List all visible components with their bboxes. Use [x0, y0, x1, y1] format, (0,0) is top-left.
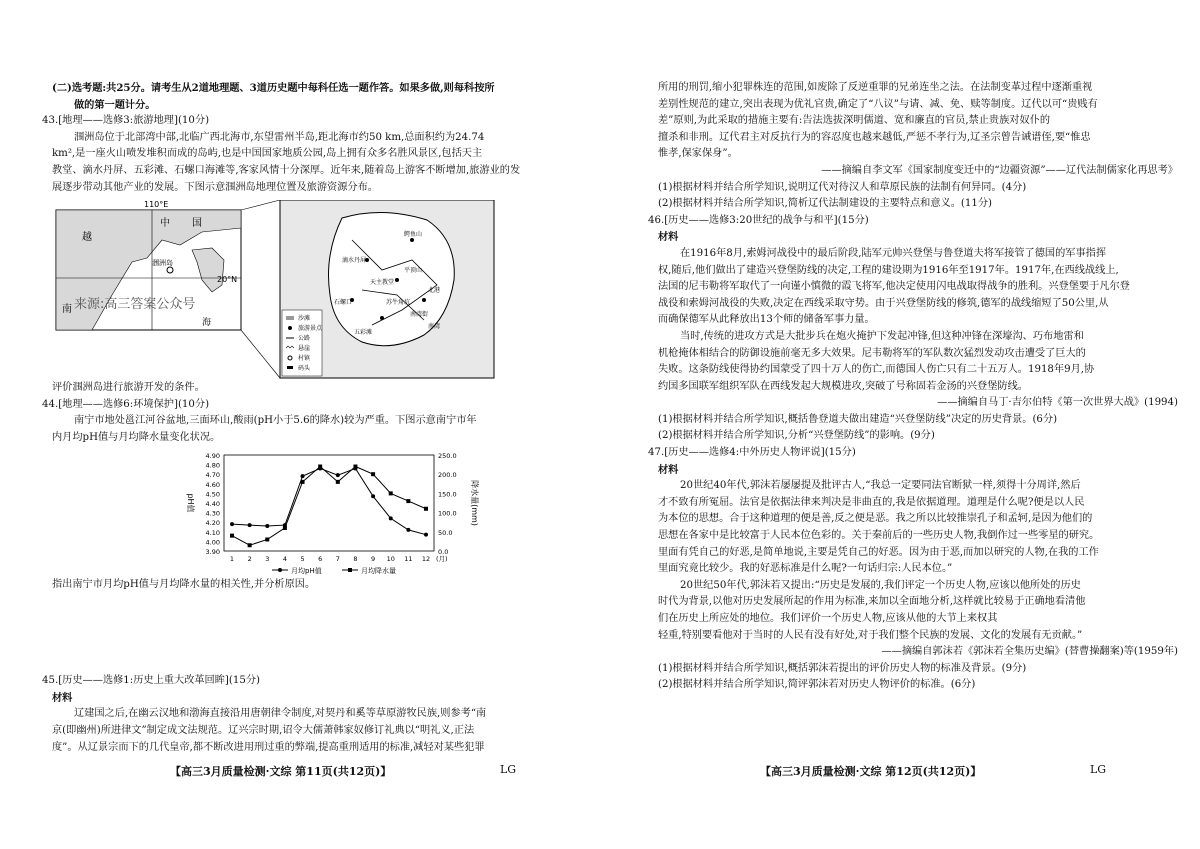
q46-p7: 机枪掩体相结合的防御设施前毫无多大效果。尼韦勒将军的军队数次猛烈发动攻击遭受了巨大的	[658, 347, 1086, 359]
ph-point	[406, 527, 410, 531]
legend-spot: 旅游景点	[298, 325, 323, 333]
rainfall-point	[406, 499, 410, 503]
rainfall-point	[389, 491, 393, 495]
map-weizhou-label: 涠洲岛	[152, 259, 173, 268]
map-china-label: 中	[160, 218, 170, 230]
q43-paragraph-4: 展逐步带动其他产业的发展。下图示意涠洲岛地理位置及旅游资源分布。	[52, 181, 378, 193]
q47-p6: 里面究竟比较少。我的好恶标准是什么呢?一句话归宗:人民本位。”	[658, 563, 953, 575]
rainfall-point	[318, 464, 322, 468]
x-tick-label: 12	[421, 554, 431, 563]
map-place-8: 苏牛角坑	[386, 299, 411, 307]
map-place-6: 滴水丹屏	[342, 257, 367, 265]
x-tick-label: 11	[404, 554, 413, 563]
y-right-axis-label: 降水量(mm)	[470, 479, 479, 526]
q45-cont-2: 差别性规范的建立,突出表现为优礼官贵,确定了“八议”与请、减、免、赎等制度。辽代以可“贵贱有	[658, 98, 1098, 110]
x-tick-label: 4	[282, 554, 287, 563]
rainfall-point	[424, 506, 428, 510]
x-tick-label: 5	[300, 554, 305, 563]
left-footer-lg: LG	[500, 763, 517, 776]
q44-question: 指出南宁市月均pH值与月均降水量的相关性,并分析原因。	[52, 578, 316, 590]
y-left-tick-label: 4.80	[205, 461, 220, 470]
legend-rainfall-label: 月均降水量	[361, 566, 396, 575]
y-right-tick-label: 200.0	[438, 470, 457, 479]
q47-p3: 为本位的思想。合于这种道理的便是善,反之便是恶。我之所以比较推崇孔子和孟轲,是因为他们的	[658, 513, 1093, 525]
legend-road: 公路	[298, 335, 311, 343]
series-line-ph	[232, 468, 426, 534]
legend-cliff: 悬崖	[298, 345, 311, 353]
y-right-tick-label: 150.0	[438, 489, 457, 498]
q46-source: ——摘编自马丁·吉尔伯特《第一次世界大战》(1994)	[937, 397, 1178, 409]
y-left-tick-label: 4.10	[205, 528, 220, 537]
q45-heading: 45.[历史——选修1:历史上重大改革回眸](15分)	[42, 675, 260, 687]
y-left-tick-label: 4.60	[205, 480, 220, 489]
q47-p7: 20世纪50年代,郭沫若又提出:“历史是发展的,我们评定一个历史人物,应该以他所处的历史	[680, 579, 1081, 591]
map-place-3: 五彩滩	[354, 329, 373, 337]
q45-ask-1: (1)根据材料并结合所学知识,说明辽代对待汉人和草原民族的法制有何异同。(4分)	[658, 181, 1027, 193]
x-tick-label: 6	[318, 554, 323, 563]
left-column	[42, 80, 572, 756]
legend-ph-label: 月均pH值	[291, 566, 322, 575]
y-left-tick-label: 4.40	[205, 499, 220, 508]
ph-rainfall-chart	[172, 447, 532, 577]
y-right-tick-label: 250.0	[438, 451, 457, 460]
ph-point	[424, 532, 428, 536]
y-right-tick-label: 50.0	[438, 528, 453, 537]
section-title-cont: 做的第一题计分。	[74, 98, 156, 111]
q47-heading: 47.[历史——选修4:中外历史人物评说](15分)	[648, 447, 856, 459]
right-page	[600, 0, 1200, 849]
y-left-tick-label: 4.30	[205, 509, 220, 518]
ph-rainfall-chart-figure	[52, 447, 572, 577]
q47-p1: 20世纪40年代,郭沫若屡屡提及批评古人,“我总一定要同法官断狱一样,须得十分周详,然后	[680, 480, 1081, 492]
rainfall-point	[248, 543, 252, 547]
q47-p5: 里面有凭自己的好恶,是简单地说,主要是凭自己的好恶。因为由于恶,而加以研究的人物,在我的工作	[658, 546, 1099, 558]
x-tick-label: 2	[247, 554, 252, 563]
x-tick-label: 8	[353, 554, 358, 563]
map-watermark: 来源:高三答案公众号	[74, 297, 196, 313]
map-lat-label: 20°N	[217, 275, 238, 285]
right-footer: 【高三3月质量检测·文综 第12页(共12页)】	[760, 765, 982, 778]
q46-p1: 在1916年8月,索姆河战役中的最后阶段,陆军元帅兴登堡与鲁登道夫将军接管了德国的军事指挥	[680, 247, 1107, 259]
q45-cont-5: 惟孝,保家保身”。	[658, 148, 738, 160]
map-china-label-2: 国	[192, 218, 202, 230]
q44-paragraph-2: 内月均pH值与月均降水量变化状况。	[52, 431, 221, 443]
x-tick-label: 3	[265, 554, 270, 563]
q45-cont-4: 擅杀和非刑。辽代君主对反抗行为的容忍度也越来越低,严惩不孝行为,辽圣宗曾告诫谱侄,要“惟忠	[658, 131, 1091, 143]
q46-heading: 46.[历史——选修3:20世纪的战争与和平](15分)	[648, 214, 869, 226]
q45-source: ——摘编自李文军《国家制度变迁中的“边疆资源”——辽代法制儒家化再思考》	[821, 164, 1178, 176]
q45-paragraph-1: 辽建国之后,在幽云汉地和渤海直接沿用唐朝律令制度,对契丹和奚等草原游牧民族,则参考“南	[74, 708, 487, 720]
map-hai-label: 海	[202, 318, 212, 329]
chart-plot-area	[224, 455, 434, 551]
y-left-tick-label: 3.90	[205, 547, 220, 556]
q43-paragraph-1: 涠洲岛位于北部湾中部,北临广西北海市,东望雷州半岛,距北海市约50 km,总面积约为24.74	[74, 131, 485, 143]
series-line-rainfall	[232, 466, 426, 545]
right-column	[648, 80, 1178, 694]
q47-material-label: 材料	[658, 463, 679, 476]
q47-ask-1: (1)根据材料并结合所学知识,概括郭沫若提出的评价历史人物的标准及背景。(9分)	[658, 662, 1027, 674]
ph-point	[389, 516, 393, 520]
q44-paragraph-1: 南宁市地处邕江河谷盆地,三面环山,酸雨(pH小于5.6的降水)较为严重。下图示意南宁市年	[74, 415, 477, 427]
legend-pier: 码头	[298, 365, 311, 373]
q47-p9: 们在历史上所应处的地位。我们评价一个历史人物,应该从他的大节上来权其	[658, 613, 998, 624]
y-left-tick-label: 4.90	[205, 451, 220, 460]
q46-ask-1: (1)根据材料并结合所学知识,概括鲁登道夫做出建造“兴登堡防线”决定的历史背景。(6分)	[658, 413, 1058, 425]
map-place-10: 南湾街	[410, 311, 429, 319]
map-nan-label: 南	[62, 304, 72, 316]
weizhou-map	[52, 200, 572, 380]
q45-paragraph-2: 京(即幽州)所进律文”制定成文法规范。辽兴宗时期,诏令大儒萧韩家奴修订礼典以“明礼义,正法	[52, 724, 475, 736]
ph-point	[371, 494, 375, 498]
map-lon-label: 110°E	[144, 200, 169, 210]
y-left-tick-label: 4.20	[205, 518, 220, 527]
map-place-5: 石螺口	[334, 299, 353, 307]
rainfall-point	[336, 479, 340, 483]
q47-p2: 才不致有所冤屈。法官是依据法律来判决是非曲直的,我是依据道理。道理是什么呢?便是以人民	[658, 496, 1085, 508]
q45-paragraph-3: 度”。从辽景宗而下的几代皇帝,都不断改进用刑过重的弊端,提高重刑适用的标准,减轻对某些犯罪	[52, 741, 485, 753]
x-tick-label: 10	[386, 554, 395, 563]
ph-point	[248, 523, 252, 527]
ph-point	[230, 522, 234, 526]
map-place-1: 鳄鱼山	[404, 231, 423, 239]
rainfall-point	[265, 537, 269, 541]
q43-paragraph-3: 教堂、滴水丹屏、五彩滩、石螺口海滩等,客家风情十分深厚。近年来,随着岛上游客不断增加,旅游业的发	[52, 164, 521, 176]
q46-p2: 权,随后,他们做出了建造兴登堡防线的决定,工程的建设期为1916年至1917年。1917年,在西线战线上,	[658, 264, 1119, 276]
q46-p3: 法国的尼韦勒将军取代了一向谨小慎微的霞飞将军,他决定使用闪电战取得战争的胜利。兴登堡要于凡尔登	[658, 281, 1130, 293]
ph-point	[265, 524, 269, 528]
rainfall-point	[283, 525, 287, 529]
q47-ask-2: (2)根据材料并结合所学知识,简评郭沫若对历史人物评价的标准。(6分)	[658, 679, 976, 691]
q43-heading: 43.[地理——选修3:旅游地理](10分)	[42, 115, 210, 127]
weizhou-map-figure	[52, 200, 572, 380]
right-footer-lg: LG	[1090, 763, 1107, 776]
x-tick-label: 1	[229, 554, 235, 563]
q46-p8: 失败。这条防线使得协约国蒙受了四十万人的伤亡,而德国人伤亡只有二十五万人。1918年9月,协	[658, 364, 1095, 376]
q46-p6: 当时,传统的进攻方式是大批步兵在炮火掩护下发起冲锋,但这种冲锋在深壕沟、巧布地雷和	[680, 330, 1084, 342]
legend-town: 村镇	[298, 355, 311, 363]
map-place-9: 北港	[428, 287, 441, 295]
y-left-tick-label: 4.00	[205, 537, 220, 546]
q45-ask-2: (2)根据材料并结合所学知识,简析辽代法制建设的主要特点和意义。(11分)	[658, 198, 993, 210]
ph-point	[336, 473, 340, 477]
map-place-4: 天主教堂	[370, 279, 395, 287]
q46-p5: 而确保德军从此释放出13个师的储备军事力量。	[658, 314, 875, 326]
q46-ask-2: (2)根据材料并结合所学知识,分析“兴登堡防线”的影响。(9分)	[658, 430, 935, 442]
q45-material-label: 材料	[52, 691, 73, 704]
y-right-tick-label: 0.0	[438, 547, 449, 556]
section-title: (二)选考题:共25分。请考生从2道地理题、3道历史题中每科任选一题作答。如果多做,则每科按所	[52, 82, 495, 94]
q43-paragraph-2: km²,是一座火山喷发堆积而成的岛屿,也是中国国家地质公园,岛上拥有众多名胜风景区,包括天主	[52, 148, 483, 160]
map-vietnam-label: 越	[82, 232, 92, 244]
q45-cont-1: 所用的刑罚,缩小犯罪株连的范围,如废除了反逆重罪的兄弟连坐之法。在法制变革过程中逐渐重视	[658, 82, 1093, 93]
q47-p10: 轻重,特别要看他对于当时的人民有没有好处,对于我们整个民族的发展、文化的发展有无贡献。”	[658, 629, 1083, 641]
y-left-tick-label: 4.50	[205, 489, 220, 498]
q46-material-label: 材料	[658, 231, 679, 244]
q45-cont-3: 差”原则,为此采取的措施主要有:告法选拔深明儒道、宽和廉直的官员,禁止贵族对奴仆的	[658, 115, 1051, 127]
left-footer: 【高三3月质量检测·文综 第11页(共12页)】	[170, 765, 392, 778]
ph-point	[301, 474, 305, 478]
map-place-7: 平顶山	[404, 267, 423, 275]
x-axis-label: (月)	[436, 554, 448, 563]
map-place-2: 南湾	[428, 323, 441, 331]
y-left-tick-label: 4.70	[205, 470, 220, 479]
q44-heading: 44.[地理——选修6:环境保护](10分)	[42, 398, 210, 410]
y-right-tick-label: 100.0	[438, 509, 457, 518]
rainfall-point	[353, 464, 357, 468]
legend-beach: 沙滩	[298, 315, 311, 323]
q43-question: 评价涠洲岛进行旅游开发的条件。	[52, 382, 205, 394]
rainfall-point	[230, 533, 234, 537]
rainfall-point	[371, 472, 375, 476]
q46-p9: 约国多国联军组织军队在西线发起大规模进攻,突破了号称固若金汤的兴登堡防线。	[658, 380, 1028, 392]
legend-ph-marker	[278, 568, 282, 572]
x-tick-label: 7	[335, 554, 340, 563]
q47-p8: 时代为背景,以他对历史发展所起的作用为标准,来加以全面地分析,这样就比较易于正确地看清他	[658, 596, 1086, 608]
rainfall-point	[301, 479, 305, 483]
legend-rainfall-marker	[348, 568, 352, 572]
q46-p4: 战役和索姆河战役的失败,决定在西线采取守势。由于兴登堡防线的修筑,德军的战线缩短了50公里,从	[658, 297, 1109, 309]
q47-source: ——摘编自郭沫若《郭沫若全集历史编》(替曹操翻案)等(1959年)	[881, 646, 1178, 658]
x-tick-label: 9	[371, 554, 376, 563]
y-left-axis-label: pH值	[186, 492, 195, 513]
q47-p4: 思想在各家中是比较富于人民本位色彩的。关于秦前后的一些历史人物,我倒作过一些零星的研究。	[658, 530, 1100, 542]
